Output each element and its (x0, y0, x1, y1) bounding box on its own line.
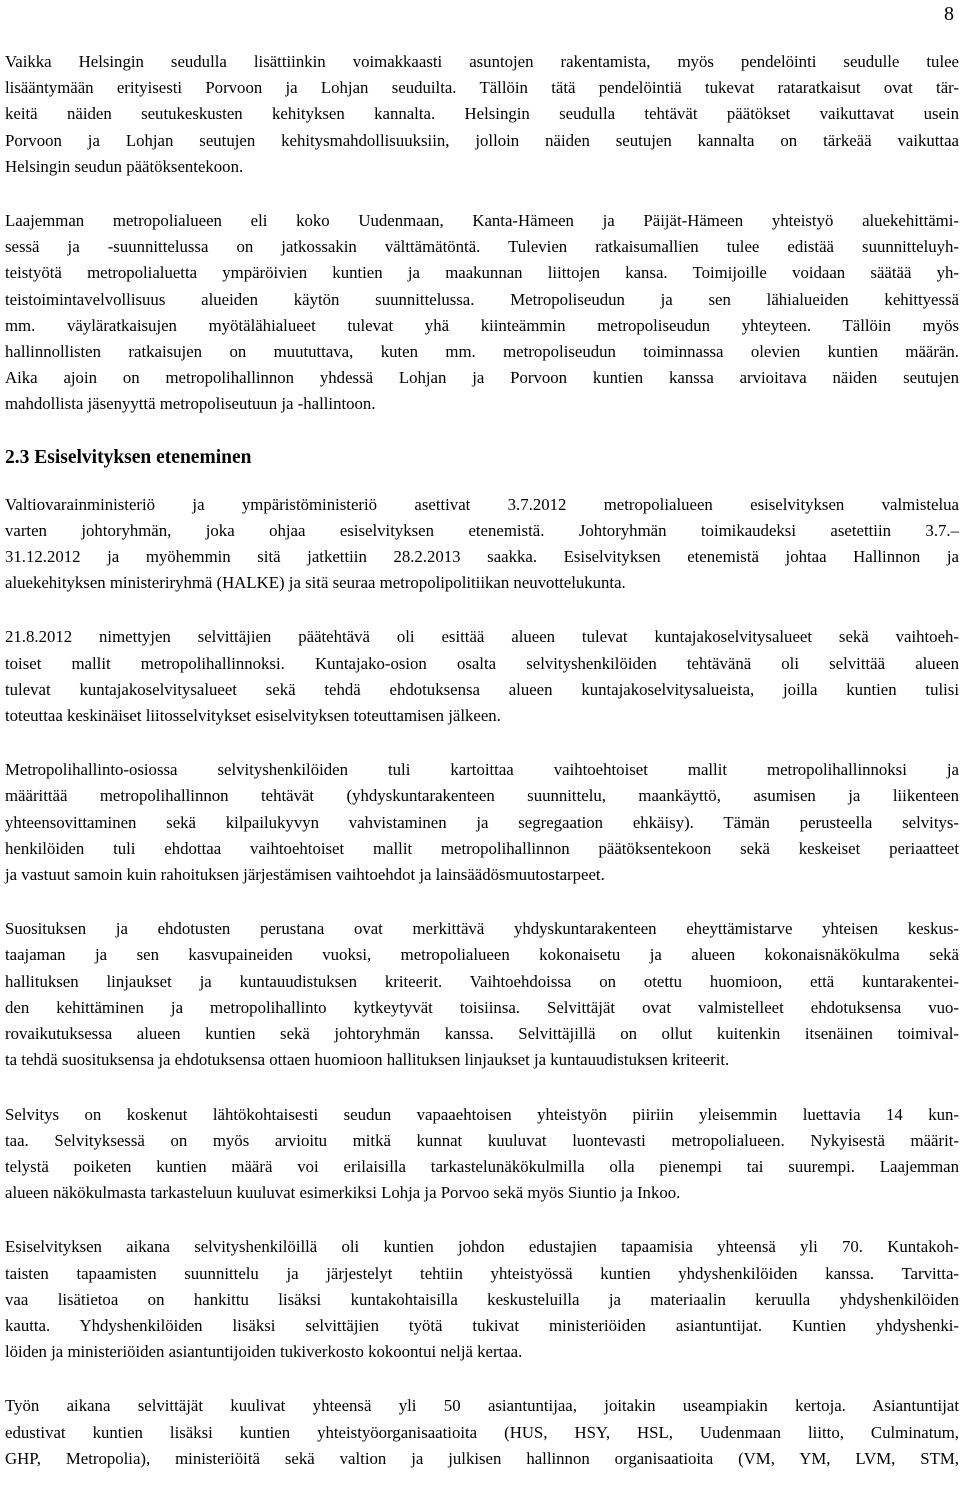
text-line: Helsingin seudun päätöksentekoon. (5, 156, 244, 176)
paragraph (5, 1393, 959, 1472)
text-line: hallinnollisten ratkaisujen on muututtava, kuten mm. metropoliseudun toiminnassa olevien kuntien määrän. (5, 342, 959, 362)
paragraph (5, 1234, 959, 1365)
paragraph (5, 1102, 959, 1207)
text-line: henkilöiden tuli ehdottaa vaihtoehtoiset mallit metropolihallinnon päätöksentekoon sekä keskeiset periaatteet (5, 838, 959, 858)
text-line: aluekehityksen ministeriryhmä (HALKE) ja sitä seuraa metropolipolitiikan neuvottelukunta. (5, 573, 626, 593)
text-line: mm. väyläratkaisujen myötälähialueet tulevat yhä kiinteämmin metropoliseudun yhteyteen. Tällöin myös (5, 315, 959, 335)
text-line: den kehittäminen ja metropolihallinto kytkeytyvät toisiinsa. Selvittäjät ovat valmistelleet ehdotuksensa vuo- (5, 997, 959, 1017)
text-line: yhteensovittaminen sekä kilpailukyvyn vahvistaminen ja segregaation ehkäisy). Tämän perusteella selvitys- (5, 812, 959, 832)
text-line: Vaikka Helsingin seudulla lisättiinkin voimakkaasti asuntojen rakentamista, myös pendelöinti seudulle tulee (5, 52, 959, 71)
text-line: varten johtoryhmän, joka ohjaa esiselvityksen etenemistä. Johtoryhmän toimikaudeksi asetettiin 3.7.– (5, 520, 959, 540)
paragraphs-after-section (5, 492, 959, 1472)
text-line: Selvitys on koskenut lähtökohtaisesti seudun vapaaehtoisen yhteistyön piiriin yleisemmin luettavia 14 kun- (5, 1104, 959, 1124)
text-line: Suosituksen ja ehdotusten perustana ovat merkittävä yhdyskuntarakenteen eheyttämistarve yhteisen keskus- (5, 919, 959, 939)
paragraphs-before-section (5, 49, 959, 418)
text-line: GHP, Metropolia), ministeriöitä sekä valtion ja julkisen hallinnon organisaatioita (VM, YM, LVM, STM, (5, 1448, 959, 1468)
paragraph (5, 49, 959, 180)
text-line: edustivat kuntien lisäksi kuntien yhteistyöorganisaatioita (HUS, HSY, HSL, Uudenmaan liitto, Culminatum, (5, 1422, 959, 1442)
text-line: telystä poiketen kuntien määrä voi erilaisilla tarkastelunäkökulmilla olla pienempi tai suurempi. Laajemman (5, 1156, 959, 1176)
text-line: ta tehdä suosituksensa ja ehdotuksensa ottaen huomioon hallituksen linjaukset ja kuntauudistuksen kriteerit. (5, 1050, 730, 1070)
text-line: kautta. Yhdyshenkilöiden lisäksi selvittäjien työtä tukivat ministeriöiden asiantuntijat. Kuntien yhdyshenki- (5, 1315, 959, 1335)
text-line: Esiselvityksen aikana selvityshenkilöillä oli kuntien johdon edustajien tapaamisia yhteensä yli 70. Kuntakoh- (5, 1237, 959, 1257)
text-line: toteuttaa keskinäiset liitosselvitykset esiselvityksen toteuttamisen jälkeen. (5, 706, 501, 726)
text-line: taisten tapaamisten suunnittelu ja järjestelyt tehtiin yhteistyössä kuntien yhdyshenkilöiden kanssa. Tarvitta- (5, 1263, 959, 1283)
text-line: taa. Selvityksessä on myös arvioitu mitkä kunnat kuuluvat luontevasti metropolialueen. Nykyisestä määrit- (5, 1130, 959, 1150)
document-body (5, 49, 959, 1500)
text-line: lisääntymään erityisesti Porvoon ja Lohjan seuduilta. Tällöin tätä pendelöintiä tukevat rataratkaisut ovat tär- (5, 78, 959, 98)
text-line: mahdollista jäsenyyttä metropoliseutuun ja -hallintoon. (5, 394, 376, 414)
text-line: tulevat kuntajakoselvitysalueet sekä tehdä ehdotuksensa alueen kuntajakoselvitysalueista, joilla kuntien tulisi (5, 679, 959, 699)
section-heading: 2.3 Esiselvityksen eteneminen (5, 446, 252, 468)
text-line: toiset mallit metropolihallinnoksi. Kuntajako-osion osalta selvityshenkilöiden tehtävänä oli selvittää alueen (5, 653, 959, 673)
text-line: löiden ja ministeriöiden asiantuntijoiden tukiverkosto kokoontui neljä kertaa. (5, 1342, 523, 1362)
text-line: määrittää metropolihallinnon tehtävät (yhdyskuntarakenteen suunnittelu, maankäyttö, asumisen ja liikenteen (5, 786, 959, 806)
page-number: 8 (944, 3, 954, 25)
text-line: Porvoon ja Lohjan seutujen kehitysmahdollisuuksiin, jolloin näiden seutujen kannalta on tärkeää vaikuttaa (5, 130, 959, 150)
text-line: alueen näkökulmasta tarkasteluun kuuluvat esimerkiksi Lohja ja Porvoo sekä myös Siuntio ja Inkoo. (5, 1183, 681, 1203)
text-line: taajaman ja sen kasvupaineiden vuoksi, metropolialueen kokonaisetu ja alueen kokonaisnäkökulma sekä (5, 945, 959, 965)
text-line: teistyötä metropolialuetta ympäröivien kuntien ja maakunnan liittojen kansa. Toimijoille voidaan säätää yh- (5, 263, 959, 283)
text-line: Metropolihallinto-osiossa selvityshenkilöiden tuli kartoittaa vaihtoehtoiset mallit metropolihallinnoksi ja (5, 760, 959, 780)
text-line: ja vastuut samoin kuin rahoituksen järjestämisen vaihtoehdot ja lainsäädösmuutostarpeet. (5, 865, 605, 885)
text-line: Laajemman metropolialueen eli koko Uudenmaan, Kanta-Hämeen ja Päijät-Hämeen yhteistyö aluekehittämi- (5, 211, 959, 231)
paragraph (5, 757, 959, 888)
text-line: teistoimintavelvollisuus alueiden käytön suunnittelussa. Metropoliseudun ja sen lähialueiden kehittyessä (5, 289, 959, 309)
text-line: sessä ja -suunnittelussa on jatkossakin välttämätöntä. Tulevien ratkaisumallien tulee edistää suunnitteluyh- (5, 237, 959, 257)
text-line: 21.8.2012 nimettyjen selvittäjien päätehtävä oli esittää alueen tulevat kuntajakoselvitysalueet sekä vaihtoeh- (5, 627, 959, 647)
text-line: vaa lisätietoa on hankittu lisäksi kuntakohtaisilla keskusteluilla ja materiaalin keruulla yhdyshenkilöiden (5, 1289, 959, 1309)
text-line: rovaikutuksessa alueen kuntien sekä johtoryhmän kanssa. Selvittäjillä on ollut kuitenkin itsenäinen toimival- (5, 1024, 959, 1044)
text-line: keitä näiden seutukeskusten kehityksen kannalta. Helsingin seudulla tehtävät päätökset vaikuttavat usein (5, 104, 959, 124)
text-line: Aika ajoin on metropolihallinnon yhdessä Lohjan ja Porvoon kuntien kanssa arvioitava näiden seutujen (5, 368, 959, 388)
text-line: 31.12.2012 ja myöhemmin sitä jatkettiin 28.2.2013 saakka. Esiselvityksen etenemistä johtaa Hallinnon ja (5, 547, 959, 567)
text-line: Valtiovarainministeriö ja ympäristöministeriö asettivat 3.7.2012 metropolialueen esiselvityksen valmistelua (5, 494, 959, 514)
paragraph (5, 492, 959, 597)
paragraph (5, 916, 959, 1073)
text-line: hallituksen linjaukset ja kuntauudistuksen kriteerit. Vaihtoehdoissa on otettu huomioon, että kuntarakentei- (5, 971, 959, 991)
text-line: Työn aikana selvittäjät kuulivat yhteensä yli 50 asiantuntijaa, joitakin useampiakin kertoja. Asiantuntijat (5, 1396, 959, 1416)
paragraph (5, 208, 959, 418)
paragraph (5, 624, 959, 729)
